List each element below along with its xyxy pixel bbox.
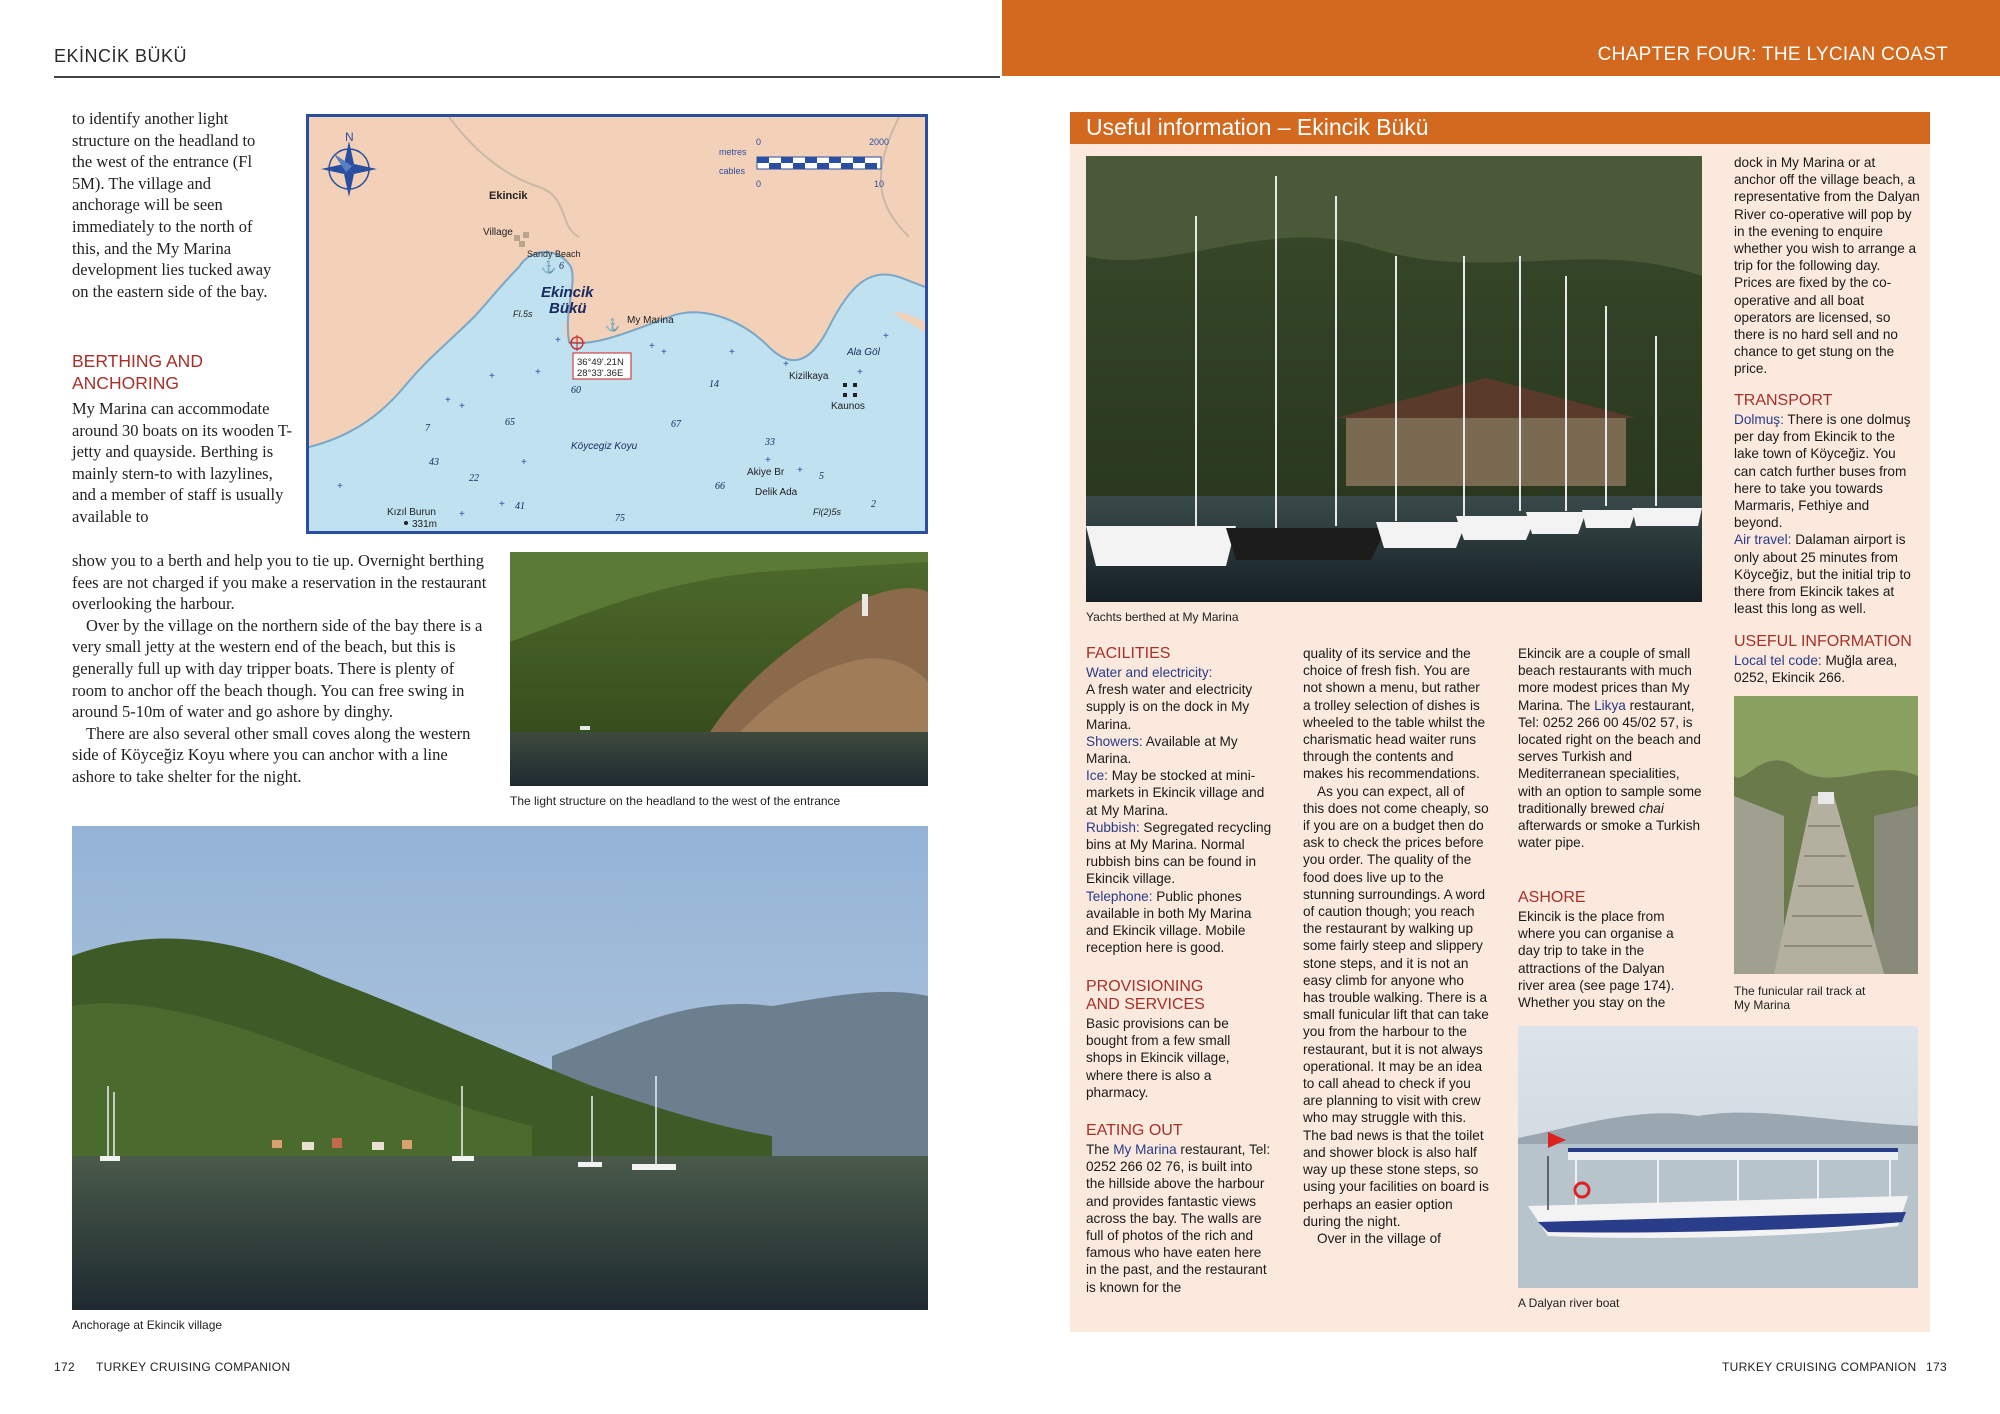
river-boat-photo xyxy=(1518,1026,1918,1288)
dolmus-text: There is one dolmuş per day from Ekincik to the lake town of Köyceğiz. You can catch further buses from here to take you towards Marmaris, Fethiye and beyond. xyxy=(1734,412,1911,531)
water-text: A fresh water and electricity supply is on the dock in My Marina. xyxy=(1086,682,1253,732)
svg-text:+: + xyxy=(661,347,667,358)
depth-label: 6 xyxy=(559,261,564,272)
svg-text:+: + xyxy=(459,401,465,412)
depth-label: 7 xyxy=(425,423,430,434)
map-label-bay-1: Ekincik xyxy=(541,284,594,301)
provisioning-heading-line-2: AND SERVICES xyxy=(1086,996,1205,1013)
useful-info-title: Useful information – Ekincik Bükü xyxy=(1086,114,1429,140)
svg-text:+: + xyxy=(499,499,505,510)
funicular-car xyxy=(1818,792,1834,804)
rubbish-label: Rubbish: xyxy=(1086,819,1140,835)
restaurant-p2: As you can expect, all of this does not come cheaply, so if you are on a budget then do ask to check the prices before you order. The quality of the food does live up to the stunning surroundings. A word of caution though; you reach the restaurant by walking up some fairly steep and slippery stone steps, and it is not an easy climb for anyone who has trouble walking. There is a small funicular lift that can take you from the harbour to the restaurant, but it is not always operational. It may be an idea to call ahead to check if you are planning to visit with crew who may struggle with this. The bad news is that the toilet and shower block is also half way up these stone steps, so using your facilities on board is perhaps an easier option during the night. xyxy=(1303,783,1489,1229)
map-label-delik-ada: Delik Ada xyxy=(755,487,798,498)
provisioning-text: Basic provisions can be bought from a few small shops in Ekincik village, where there is also a pharmacy. xyxy=(1086,1016,1231,1100)
compass-north-label: N xyxy=(345,130,354,144)
svg-text:+: + xyxy=(337,481,343,492)
svg-text:+: + xyxy=(649,341,655,352)
map-label-akiye-br: Akiye Br xyxy=(747,467,785,478)
right-footer-title: TURKEY CRUISING COMPANION xyxy=(1722,1360,1917,1374)
eating-pre: The xyxy=(1086,1142,1114,1157)
my-marina-link: My Marina xyxy=(1113,1142,1177,1157)
scale-2000: 2000 xyxy=(869,137,890,147)
funicular-image xyxy=(1734,696,1918,974)
depth-label: 67 xyxy=(671,419,681,430)
scale-metres-label: metres xyxy=(719,147,747,157)
light-structure xyxy=(862,594,868,616)
provisioning-heading-line-1: PROVISIONING xyxy=(1086,978,1204,995)
chai-word: chai xyxy=(1638,800,1664,816)
eating-out-block xyxy=(1086,1141,1272,1296)
river-boat-caption: A Dalyan river boat xyxy=(1518,1296,1620,1310)
transport-block xyxy=(1734,411,1920,617)
left-footer-title: TURKEY CRUISING COMPANION xyxy=(96,1360,291,1374)
anchor-icon: ⚓ xyxy=(605,318,620,332)
yachts-photo xyxy=(1086,156,1702,602)
yachts-caption: Yachts berthed at My Marina xyxy=(1086,610,1239,624)
ashore-text: Ekincik is the place from where you can organise a day trip to take in the attractions of the Dalyan river area (see page 174). Whether you stay on the xyxy=(1518,909,1675,1011)
ice-text: May be stocked at mini-markets in Ekincik village and at My Marina. xyxy=(1086,768,1265,818)
telephone-text: Public phones available in both My Marina and Ekincik village. Mobile reception here is good. xyxy=(1086,888,1252,956)
river-boat-image xyxy=(1518,1026,1918,1288)
tel-code-label: Local tel code: xyxy=(1734,653,1822,668)
depth-label: 66 xyxy=(715,481,725,492)
headland-photo xyxy=(510,552,928,786)
svg-text:+: + xyxy=(445,395,451,406)
headland-caption: The light structure on the headland to the west of the entrance xyxy=(510,794,841,808)
scale-cables-label: cables xyxy=(719,166,746,176)
svg-text:+: + xyxy=(765,455,771,466)
map-label-ala-gol: Ala Göl xyxy=(847,347,880,358)
showers-text: Available at My Marina. xyxy=(1086,733,1238,767)
map-label-fl2-5s: Fl(2)5s xyxy=(813,507,842,517)
tel-code-block xyxy=(1734,652,1920,686)
map-label-sea: Köycegiz Koyu xyxy=(571,441,638,452)
left-page-number: 172 xyxy=(54,1360,75,1374)
sea-area xyxy=(309,263,925,531)
yachts-image xyxy=(1086,156,1702,602)
scale-bar xyxy=(757,157,881,169)
svg-text:+: + xyxy=(459,509,465,520)
map-label-bay-2: Bükü xyxy=(549,300,587,317)
water-label: Water and electricity: xyxy=(1086,665,1213,680)
dolmus-label: Dolmuş: xyxy=(1734,412,1784,427)
header-rule xyxy=(54,76,1000,78)
funicular-caption-line-2: My Marina xyxy=(1734,998,1791,1012)
berthing-continued: show you to a berth and help you to tie up. Overnight berthing fees are not charged if you make a reservation in the restaurant overlooking the harbour. xyxy=(72,551,487,614)
depth-label: 75 xyxy=(615,513,625,524)
boat-shape xyxy=(580,726,590,730)
svg-text:+: + xyxy=(729,347,735,358)
intro-text: to identify another light structure on the headland to the west of the entrance (Fl 5M). The village and anchorage will be seen immediately to the north of this, and the My Marina development lies tucked away on the eastern side of the bay. xyxy=(72,109,272,301)
village-building-icon xyxy=(523,232,529,238)
ice-label: Ice: xyxy=(1086,768,1108,784)
depth-label: 43 xyxy=(429,457,439,468)
scale-zero-bottom: 0 xyxy=(756,179,762,189)
beach-restaurants-text-a: Ekincik are a couple of small beach restaurants with much more modest prices than My Marina. The xyxy=(1518,646,1692,713)
chart-svg xyxy=(309,117,925,531)
tel-code-text: Muğla area, 0252, Ekincik 266. xyxy=(1734,653,1898,686)
headland-image xyxy=(510,552,928,786)
map-label-fl5s: Fl.5s xyxy=(513,309,533,319)
funicular-caption-line-1: The funicular rail track at xyxy=(1734,984,1866,998)
svg-text:+: + xyxy=(489,371,495,382)
right-page-number: 173 xyxy=(1926,1360,1947,1374)
useful-info-heading: USEFUL INFORMATION xyxy=(1734,633,1912,650)
berthing-paragraph-wide xyxy=(72,550,492,788)
depth-label: 33 xyxy=(765,437,775,448)
svg-text:+: + xyxy=(857,367,863,378)
map-label-kizil-burun: Kızıl Burun xyxy=(387,507,436,518)
depth-label: 60 xyxy=(571,385,581,396)
anchorage-caption: Anchorage at Ekincik village xyxy=(72,1318,223,1332)
beach-restaurants-paragraph xyxy=(1518,645,1704,851)
depth-label: 22 xyxy=(469,473,479,484)
funicular-photo xyxy=(1734,696,1918,974)
svg-text:+: + xyxy=(521,457,527,468)
compass-rose-icon xyxy=(321,141,377,197)
map-label-kizilkaya: Kizilkaya xyxy=(789,371,829,382)
depth-label: 65 xyxy=(505,417,515,428)
coves-paragraph: There are also several other small coves along the western side of Köyceğiz Koyu where you can anchor with a line ashore to take shelter for the night. xyxy=(72,723,471,786)
ashore-heading: ASHORE xyxy=(1518,889,1586,906)
scale-zero-top: 0 xyxy=(756,137,762,147)
summit-icon xyxy=(404,521,408,525)
depth-label: 2 xyxy=(871,499,876,510)
facilities-block xyxy=(1086,664,1272,956)
scale-10: 10 xyxy=(874,179,885,189)
likya-link: Likya xyxy=(1594,697,1626,713)
telephone-label: Telephone: xyxy=(1086,888,1153,904)
berthing-paragraph-narrow: My Marina can accommodate around 30 boats on its wooden T-jetty and quayside. Berthing is mainly stern-to with lazylines, and a member of staff is usually available to xyxy=(72,399,292,526)
village-building-icon xyxy=(514,235,520,241)
depth-label: 14 xyxy=(709,379,719,390)
funicular-caption xyxy=(1734,984,1865,1012)
restaurant-p3: Over in the village of xyxy=(1317,1230,1441,1246)
provisioning-heading xyxy=(1086,978,1205,1014)
transport-heading: TRANSPORT xyxy=(1734,392,1833,409)
svg-text:+: + xyxy=(797,465,803,476)
intro-paragraph xyxy=(72,108,272,302)
facilities-heading: FACILITIES xyxy=(1086,645,1171,662)
village-paragraph: Over by the village on the northern side of the bay there is a very small jetty at the western end of the beach, but this is generally full up with day tripper boats. There is plenty of room to anchor off the beach though. You can free swing in around 5-10m of water and go ashore by dinghy. xyxy=(72,615,483,722)
svg-text:+: + xyxy=(535,367,541,378)
air-travel-text: Dalaman airport is only about 25 minutes from Köyceğiz, but the initial trip to there from Ekincik takes at least this long as well. xyxy=(1734,532,1911,617)
coordinate-lat: 36°49'.21N xyxy=(577,357,624,368)
svg-text:+: + xyxy=(555,335,561,346)
depth-label: 41 xyxy=(515,501,525,512)
road-east xyxy=(881,117,909,237)
road xyxy=(449,117,579,237)
dalyan-coop-paragraph: dock in My Marina or at anchor off the village beach, a representative from the Dalyan River co-operative will pop by in the evening to enquire whether you wish to arrange a trip for the following day. Prices are fixed by the co-operative and all boat operators are licensed, so there is no hard sell and no chance to get stung on the price. xyxy=(1734,155,1920,377)
showers-label: Showers: xyxy=(1086,733,1143,749)
air-travel-label: Air travel: xyxy=(1734,532,1792,548)
eating-text: restaurant, Tel: 0252 266 02 76, is built into the hillside above the harbour and provides fantastic views across the bay. The walls are full of photos of the rich and famous who have eaten here in the past, and the restaurant is known for the xyxy=(1086,1142,1271,1295)
map-label-ekincik: Ekincik xyxy=(489,190,528,202)
svg-text:+: + xyxy=(783,359,789,370)
left-running-head: EKİNCİK BÜKÜ xyxy=(54,46,188,66)
beach-restaurants-text-b: restaurant, Tel: 0252 266 00 45/02 57, is located right on the beach and serves Turkish and Mediterranean specialities, with an option to sample some traditionally brewed xyxy=(1518,697,1702,816)
map-label-height: 331m xyxy=(412,519,438,530)
eating-out-heading: EATING OUT xyxy=(1086,1122,1183,1139)
anchorage-image xyxy=(72,826,928,1310)
restaurant-p1: quality of its service and the choice of fresh fish. You are not shown a menu, but rather a trolley selection of dishes is wheeled to the table whilst the charismatic head waiter runs through the contents and makes his recommendations. xyxy=(1303,646,1486,782)
map-label-sandy-beach: Sandy Beach xyxy=(527,249,581,259)
map-label-my-marina: My Marina xyxy=(627,315,674,326)
village-building-icon xyxy=(519,241,525,247)
berthing-heading: BERTHING AND ANCHORING xyxy=(72,351,203,393)
restaurant-column xyxy=(1303,645,1489,1247)
anchorage-photo xyxy=(72,826,928,1310)
beach-restaurants-text-c: afterwards or smoke a Turkish water pipe. xyxy=(1518,818,1701,851)
map-label-village: Village xyxy=(483,227,513,238)
coordinate-lon: 28°33'.36E xyxy=(577,368,624,379)
map-label-kaunos: Kaunos xyxy=(831,401,865,412)
depth-label: 5 xyxy=(819,471,824,482)
harbour-chart xyxy=(306,114,928,534)
anchor-icon: ⚓ xyxy=(541,260,556,274)
chapter-title: CHAPTER FOUR: THE LYCIAN COAST xyxy=(1597,44,1948,65)
rubbish-text: Segregated recycling bins at My Marina. Normal rubbish bins can be found in Ekincik village. xyxy=(1086,819,1272,887)
svg-text:+: + xyxy=(883,331,889,342)
